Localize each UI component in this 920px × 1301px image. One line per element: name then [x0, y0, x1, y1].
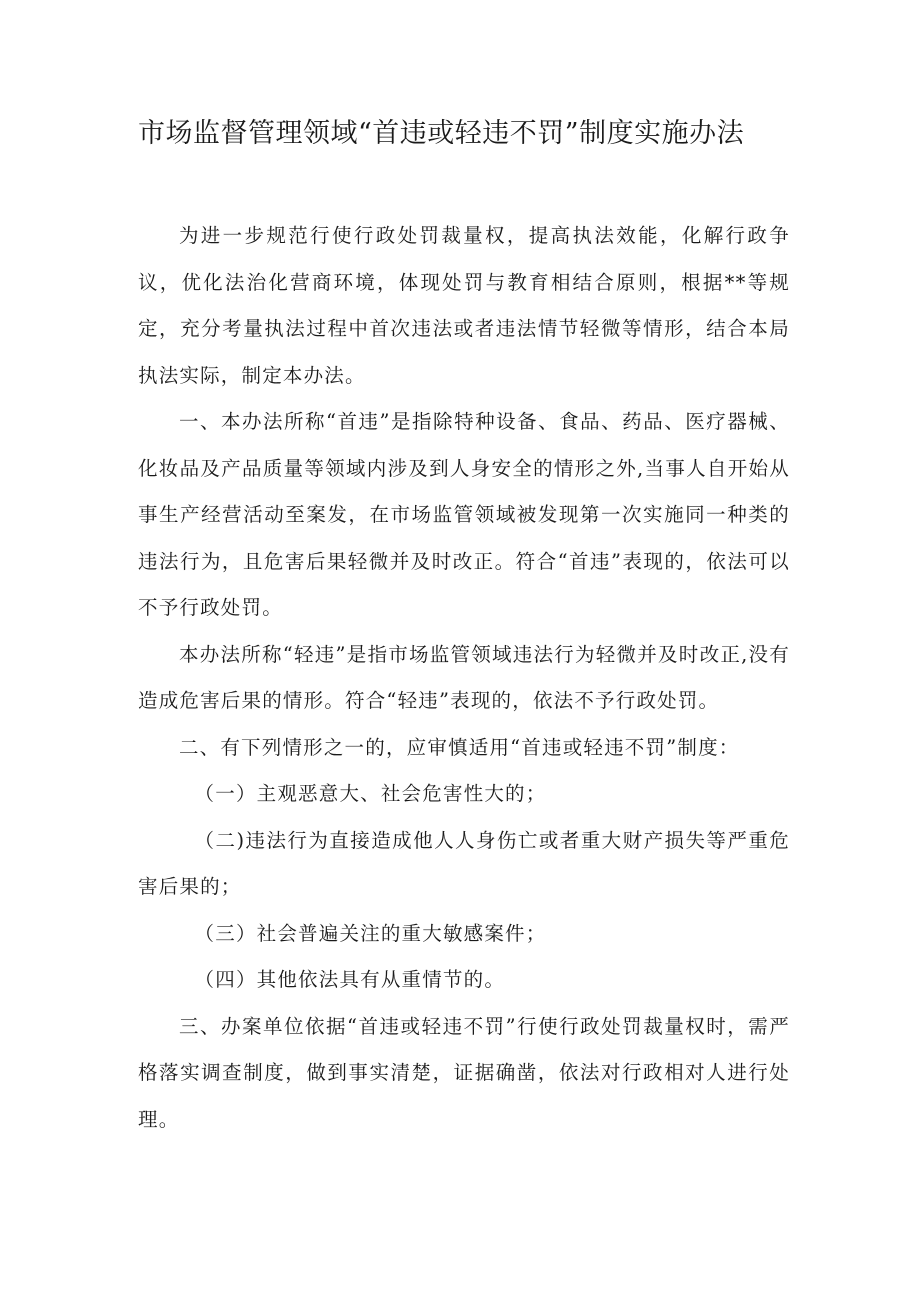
article-3-paragraph: 三、办案单位依据“首违或轻违不罚”行使行政处罚裁量权时，需严格落实调查制度，做到事实清楚，证据确凿，依法对行政相对人进行处理。 [138, 1014, 790, 1131]
article-2-item-1: （一）主观恶意大、社会危害性大的； [194, 782, 547, 805]
article-2-item-2: （二)违法行为直接造成他人人身伤亡或者重大财产损失等严重危害后果的； [138, 828, 790, 898]
document-body [138, 213, 790, 1143]
article-2-item-3: （三）社会普遍关注的重大敏感案件； [194, 921, 547, 945]
article-1-paragraph: 一、本办法所称“首违”是指除特种设备、食品、药品、医疗器械、化妆品及产品质量等领域内涉及到人身安全的情形之外,当事人自开始从事生产经营活动至案发，在市场监管领域被发现第一次实施同一种类的违法行为，且危害后果轻微并及时改正。符合“首违”表现的，依法可以不予行政处罚。 [138, 410, 790, 619]
article-1-definition-paragraph: 本办法所称“轻违”是指市场监管领域违法行为轻微并及时改正,没有造成危害后果的情形。符合“轻违”表现的，依法不予行政处罚。 [138, 642, 790, 712]
preamble-paragraph: 为进一步规范行使行政处罚裁量权，提高执法效能，化解行政争议，优化法治化营商环境，体现处罚与教育相结合原则，根据**等规定，充分考量执法过程中首次违法或者违法情节轻微等情形，结合本局执法实际，制定本办法。 [138, 224, 790, 387]
article-2-paragraph: 二、有下列情形之一的，应审慎适用“首违或轻违不罚”制度： [178, 735, 740, 759]
article-2-item-4: （四）其他依法具有从重情节的。 [194, 968, 506, 991]
document-title: 市场监督管理领域“首违或轻违不罚”制度实施办法 [138, 118, 745, 149]
